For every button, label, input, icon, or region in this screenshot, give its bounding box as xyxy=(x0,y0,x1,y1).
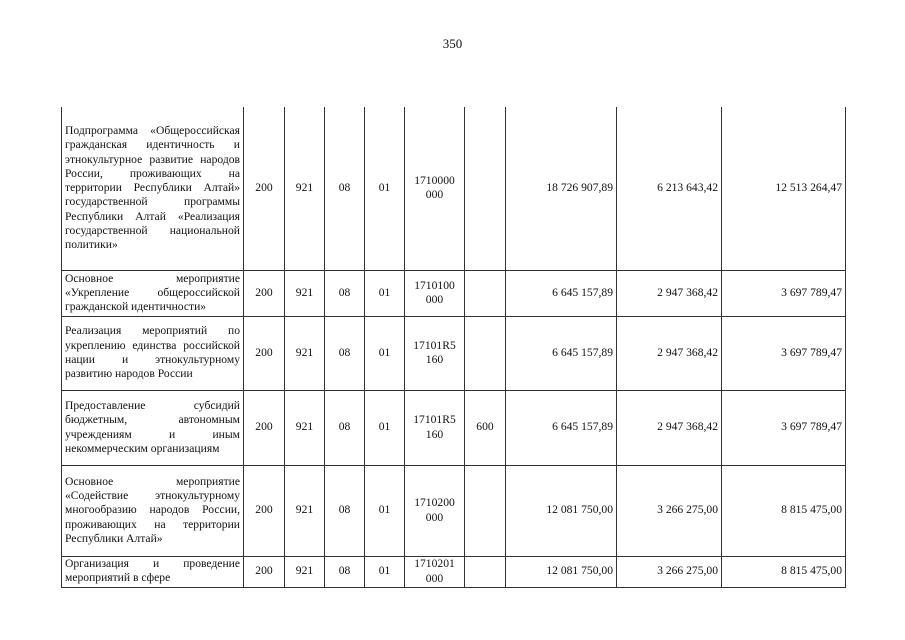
table-row xyxy=(62,316,846,390)
cell-expense-type xyxy=(465,107,506,270)
cell-code-4: 01 xyxy=(365,465,405,556)
table-row xyxy=(62,465,846,556)
cell-code-2: 921 xyxy=(285,556,325,587)
cell-amount-3: 8 815 475,00 xyxy=(722,556,846,587)
cell-target-code: 17101R5 160 xyxy=(405,390,465,465)
cell-expense-type xyxy=(465,316,506,390)
cell-expense-type xyxy=(465,465,506,556)
cell-expense-type xyxy=(465,270,506,316)
cell-code-3: 08 xyxy=(325,465,365,556)
cell-amount-1: 6 645 157,89 xyxy=(506,390,617,465)
cell-target-code: 1710201 000 xyxy=(405,556,465,587)
cell-code-4: 01 xyxy=(365,390,405,465)
cell-code-2: 921 xyxy=(285,316,325,390)
cell-code-2: 921 xyxy=(285,465,325,556)
cell-code-4: 01 xyxy=(365,316,405,390)
cell-code-2: 921 xyxy=(285,390,325,465)
cell-target-code: 1710200 000 xyxy=(405,465,465,556)
cell-expense-type xyxy=(465,556,506,587)
cell-code-3: 08 xyxy=(325,107,365,270)
cell-amount-1: 12 081 750,00 xyxy=(506,465,617,556)
cell-amount-3: 3 697 789,47 xyxy=(722,270,846,316)
table-row xyxy=(62,390,846,465)
cell-code-3: 08 xyxy=(325,390,365,465)
cell-amount-2: 2 947 368,42 xyxy=(617,390,722,465)
cell-code-1: 200 xyxy=(244,270,285,316)
cell-amount-3: 3 697 789,47 xyxy=(722,390,846,465)
row-name: Основное мероприятие «Укрепление общероссийской гражданской идентичности» xyxy=(62,270,244,316)
cell-amount-2: 6 213 643,42 xyxy=(617,107,722,270)
cell-amount-2: 3 266 275,00 xyxy=(617,556,722,587)
cell-amount-3: 12 513 264,47 xyxy=(722,107,846,270)
cell-code-1: 200 xyxy=(244,316,285,390)
cell-amount-1: 12 081 750,00 xyxy=(506,556,617,587)
cell-code-1: 200 xyxy=(244,390,285,465)
cell-amount-1: 6 645 157,89 xyxy=(506,316,617,390)
page-number: 350 xyxy=(442,36,463,51)
cell-target-code: 1710000 000 xyxy=(405,107,465,270)
cell-amount-3: 8 815 475,00 xyxy=(722,465,846,556)
table-row xyxy=(62,107,846,270)
cell-code-2: 921 xyxy=(285,107,325,270)
row-name: Основное мероприятие «Содействие этнокультурному многообразию народов России, проживающих на территории Республики Алтай» xyxy=(62,465,244,556)
budget-table xyxy=(61,107,846,588)
row-name: Предоставление субсидий бюджетным, автономным учреждениям и иным некоммерческим организациям xyxy=(62,390,244,465)
cell-code-4: 01 xyxy=(365,556,405,587)
cell-code-1: 200 xyxy=(244,107,285,270)
row-name: Реализация мероприятий по укреплению единства российской нации и этнокультурному развитию народов России xyxy=(62,316,244,390)
row-name: Подпрограмма «Общероссийская гражданская идентичность и этнокультурное развитие народов России, проживающих на территории Республики Алтай» государственной программы Республики Алтай «Реализация государственной национальной политики» xyxy=(62,107,244,270)
cell-code-1: 200 xyxy=(244,465,285,556)
cell-code-2: 921 xyxy=(285,270,325,316)
cell-amount-2: 3 266 275,00 xyxy=(617,465,722,556)
cell-expense-type: 600 xyxy=(465,390,506,465)
cell-amount-3: 3 697 789,47 xyxy=(722,316,846,390)
cell-amount-2: 2 947 368,42 xyxy=(617,270,722,316)
cell-amount-1: 6 645 157,89 xyxy=(506,270,617,316)
table-row xyxy=(62,270,846,316)
cell-code-3: 08 xyxy=(325,316,365,390)
cell-target-code: 1710100 000 xyxy=(405,270,465,316)
cell-code-3: 08 xyxy=(325,270,365,316)
cell-target-code: 17101R5 160 xyxy=(405,316,465,390)
cell-amount-2: 2 947 368,42 xyxy=(617,316,722,390)
table-row xyxy=(62,556,846,587)
row-name: Организация и проведение мероприятий в сфере xyxy=(62,556,244,587)
cell-code-3: 08 xyxy=(325,556,365,587)
cell-code-4: 01 xyxy=(365,107,405,270)
cell-code-1: 200 xyxy=(244,556,285,587)
cell-code-4: 01 xyxy=(365,270,405,316)
cell-amount-1: 18 726 907,89 xyxy=(506,107,617,270)
